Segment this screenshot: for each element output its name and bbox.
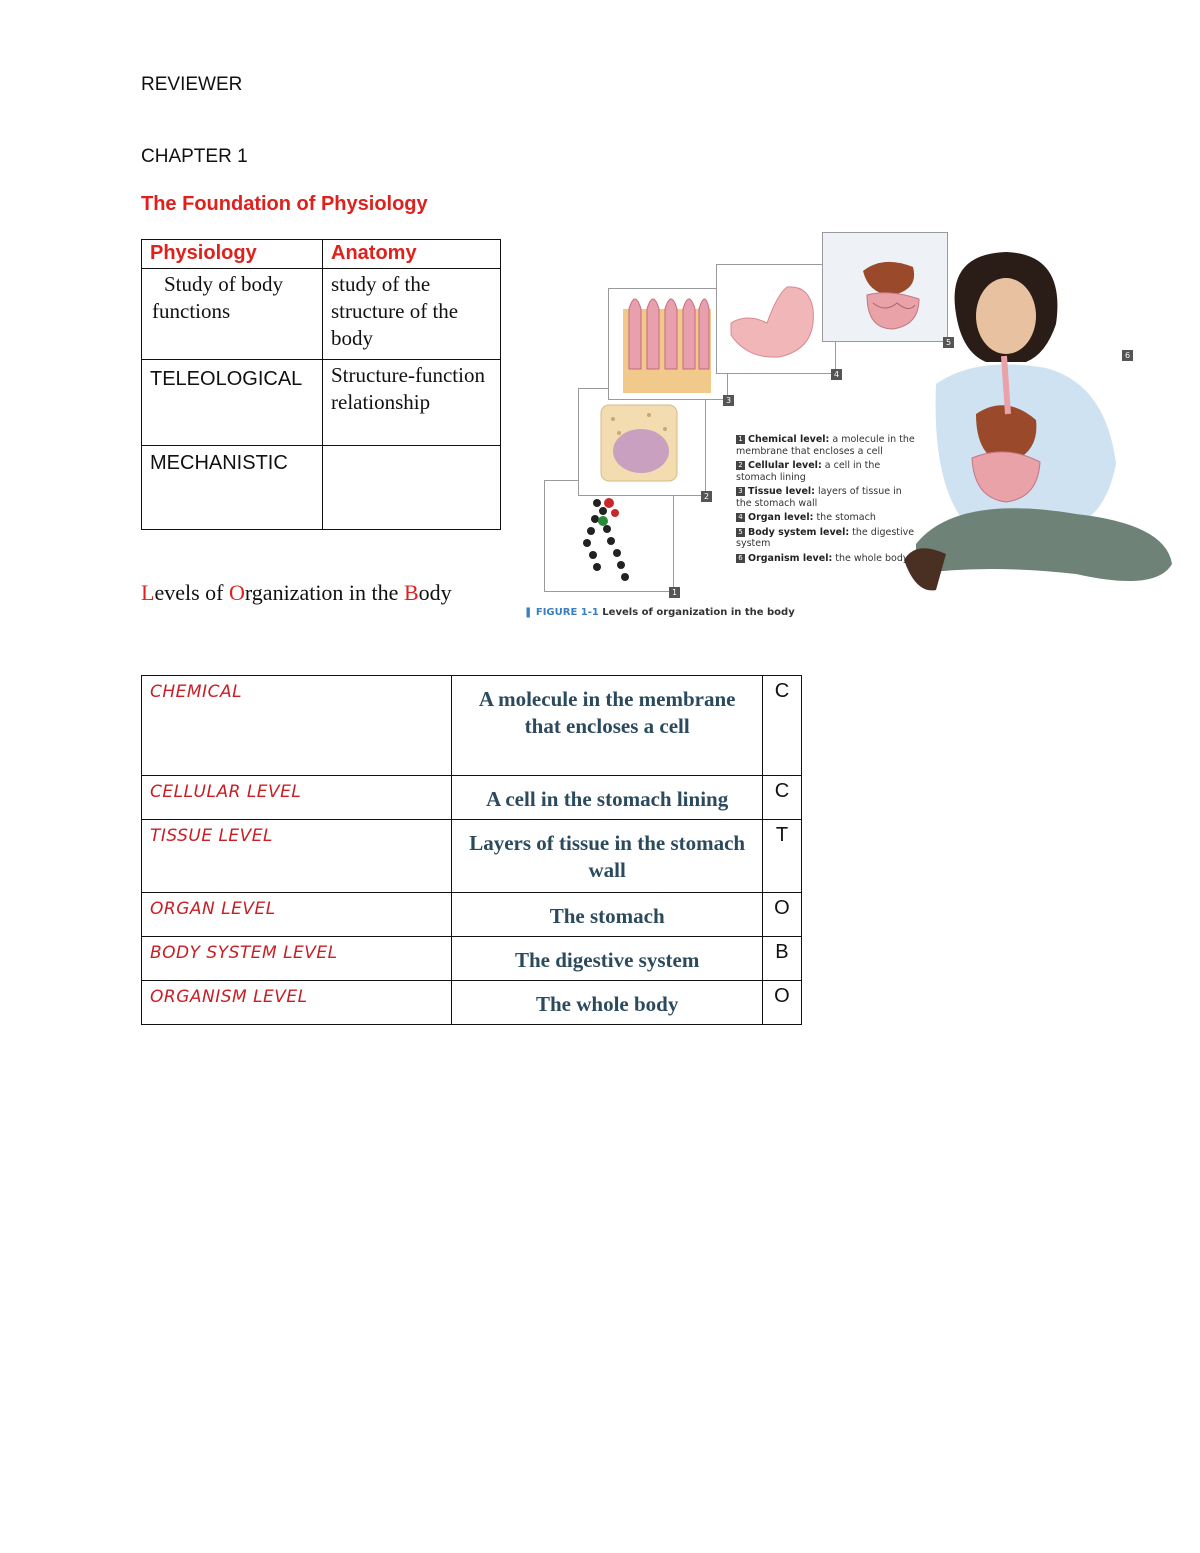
legend-term: Chemical level: (748, 434, 830, 445)
table-cell: Study of body functions (142, 269, 323, 360)
body-text: ody (418, 580, 452, 605)
legend-term: Cellular level: (748, 460, 822, 471)
molecule-illustration (545, 481, 673, 591)
legend-item (736, 527, 916, 550)
anatomy-header: Anatomy (323, 240, 501, 269)
stomach-illustration (717, 265, 835, 373)
chapter-heading: CHAPTER 1 (141, 146, 248, 167)
legend-term: Tissue level: (748, 486, 815, 497)
legend-number: 4 (736, 513, 745, 522)
table-cell (323, 446, 501, 530)
figure-legend (736, 434, 916, 567)
level-name: ORGANISM LEVEL (142, 981, 452, 1025)
legend-number: 2 (736, 461, 745, 470)
table-cell: study of the structure of the body (323, 269, 501, 360)
level-letter: O (762, 981, 801, 1025)
organization-text: rganization in the (244, 580, 404, 605)
panel-number: 4 (831, 369, 842, 380)
panel-number: 2 (701, 491, 712, 502)
panel-organ (716, 264, 840, 379)
table-row (142, 776, 802, 820)
level-description: A molecule in the membrane that encloses a cell (452, 676, 762, 776)
legend-number: 6 (736, 554, 745, 563)
body-initial: B (403, 580, 419, 605)
section-title: The Foundation of Physiology (141, 193, 428, 215)
panel-number: 5 (943, 337, 954, 348)
cell-illustration (579, 389, 705, 495)
physiology-anatomy-table (141, 239, 501, 530)
table-row (142, 360, 501, 446)
legend-text: a cell in the stomach lining (736, 460, 881, 483)
panel-number: 3 (723, 395, 734, 406)
physiology-header: Physiology (142, 240, 323, 269)
level-name: CHEMICAL (142, 676, 452, 776)
reviewer-heading: REVIEWER (141, 74, 243, 95)
tissue-illustration (609, 289, 727, 399)
level-description: The whole body (452, 981, 762, 1025)
legend-number: 3 (736, 487, 745, 496)
legend-item (736, 460, 916, 483)
person-illustration (876, 244, 1176, 604)
legend-term: Organism level: (748, 552, 833, 564)
levels-heading (141, 580, 452, 606)
level-name: TISSUE LEVEL (142, 820, 452, 893)
legend-text: the whole body (832, 552, 909, 564)
level-description: Layers of tissue in the stomach wall (452, 820, 762, 893)
levels-initial: L (141, 580, 155, 605)
level-letter: B (762, 937, 801, 981)
figure-caption (524, 607, 795, 618)
table-cell: MECHANISTIC (142, 446, 323, 530)
legend-item (736, 434, 916, 457)
level-letter: T (762, 820, 801, 893)
panel-cellular (578, 388, 710, 501)
legend-text: layers of tissue in the stomach wall (736, 486, 902, 509)
panel-number: 6 (1122, 350, 1133, 361)
level-letter: C (762, 776, 801, 820)
legend-number: 5 (736, 528, 745, 537)
table-row (142, 446, 501, 530)
legend-text: the stomach (813, 512, 876, 523)
legend-term: Organ level: (748, 512, 814, 523)
level-letter: O (762, 893, 801, 937)
panel-tissue (608, 288, 732, 405)
panel-number: 1 (669, 587, 680, 598)
legend-item (736, 512, 916, 524)
organization-initial: O (228, 580, 245, 605)
figure-label: ❚ FIGURE 1-1 (524, 607, 599, 618)
legend-item (736, 486, 916, 509)
levels-text: evels of (154, 580, 229, 605)
table-row (142, 676, 802, 776)
table-row (142, 937, 802, 981)
level-description: The digestive system (452, 937, 762, 981)
table-row (142, 269, 501, 360)
legend-text: the digestive system (736, 526, 915, 549)
level-description: The stomach (452, 893, 762, 937)
table-cell: Structure-function relationship (323, 360, 501, 446)
table-row (142, 893, 802, 937)
level-description: A cell in the stomach lining (452, 776, 762, 820)
level-name: BODY SYSTEM LEVEL (142, 937, 452, 981)
table-row (142, 240, 501, 269)
table-row (142, 981, 802, 1025)
level-name: ORGAN LEVEL (142, 893, 452, 937)
figure-caption-text: Levels of organization in the body (598, 607, 795, 618)
level-letter: C (762, 676, 801, 776)
table-row (142, 820, 802, 893)
legend-item (736, 553, 916, 565)
levels-table (141, 675, 802, 1025)
legend-number: 1 (736, 435, 745, 444)
levels-of-organization-figure (510, 220, 1180, 625)
level-name: CELLULAR LEVEL (142, 776, 452, 820)
table-cell: TELEOLOGICAL (142, 360, 323, 446)
legend-text: a molecule in the membrane that encloses a cell (736, 434, 915, 457)
legend-term: Body system level: (748, 526, 850, 538)
